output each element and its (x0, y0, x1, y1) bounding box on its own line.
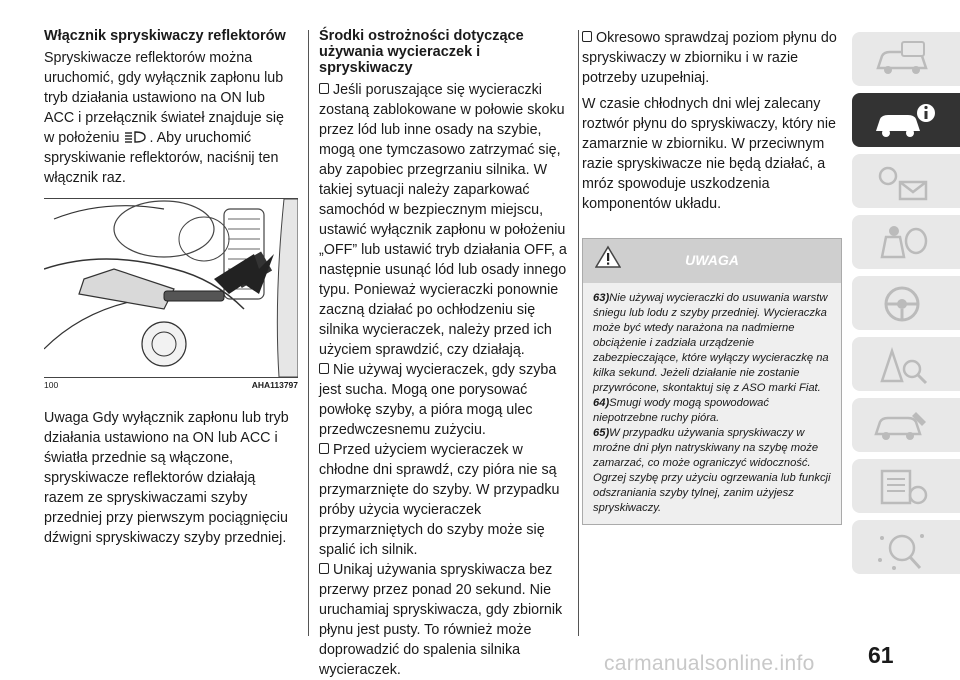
paragraph (44, 48, 298, 188)
maintenance-car-icon (872, 406, 932, 446)
bullet-text: Jeśli poruszające się wycieraczki zostaną zablokowane w połowie skoku przez lód lub inne osady na szybie, mogą one tymczasowo zatrzymać się, aby zapobiec przegrzaniu silnika. W takiej sytuacji należy zaparkować samochód w bezpiecznym miejscu, ustawić wyłącznik zapłonu w położeniu „OFF” lub ustawić tryb działania OFF, a następnie usunąć lód lub osady innego typu. Ponieważ wycieraczki ponownie zaczną działać po ochłodzeniu się silnika wycieraczek, należy przed ich użyciem sprawdzić, czy działają. (319, 82, 567, 358)
bullet-icon (319, 363, 329, 374)
tab-car-info[interactable] (852, 93, 960, 147)
steering-wheel-icon (872, 284, 932, 324)
note-paragraph: Uwaga Gdy wyłącznik zapłonu lub tryb działania ustawiono na ON lub ACC i światła przednie są włączone, spryskiwacze reflektorów działają razem ze spryskiwaczami szyby przedniej przy pierwszym pociągnięciu dźwigni spryskiwaczy szyby przedniej. (44, 410, 289, 546)
bullet-text: Unikaj używania spryskiwacza bez przerwy przez ponad 20 sekund. Nie uruchamiaj spryskiwacza, gdy zbiornik płynu jest pusty. To również może doprowadzić do spalenia silnika wycieraczek. (319, 562, 563, 678)
warning-number: 64) (593, 397, 610, 409)
bullet-item (582, 28, 840, 88)
column-divider (308, 30, 309, 636)
airbag-seat-icon (872, 223, 932, 263)
car-info-icon (872, 101, 936, 139)
dashboard-illustration (44, 199, 298, 377)
paragraph-text: Spryskiwacze reflektorów można uruchomić, gdy wyłącznik zapłonu lub tryb działania ustawiono na ON lub ACC i przełącznik świateł znajduje się w położeniu (44, 50, 284, 146)
tab-maintenance[interactable] (852, 398, 960, 452)
tab-emergency[interactable] (852, 337, 960, 391)
bullet-item (319, 560, 571, 680)
bullet-text: Przed użyciem wycieraczek w chłodne dni sprawdź, czy pióra nie są przymarznięte do szyby. W przypadku próby użycia wycieraczek przymarzniętych do szyby może się spalić ich silnik. (319, 442, 560, 558)
page-number: 61 (868, 642, 894, 668)
section-heading: Włącznik spryskiwaczy reflektorów (44, 28, 286, 44)
tab-warning-lights[interactable] (852, 154, 960, 208)
bullet-item (319, 360, 571, 440)
tab-safety[interactable] (852, 215, 960, 269)
warning-header (583, 239, 841, 283)
figure-caption (44, 380, 298, 390)
warning-text: Nie używaj wycieraczki do usuwania warstw śniegu lub lodu z szyby przedniej. Wycieraczka może być wtedy narażona na nadmierne obciążenie i zadziała urządzenie zabezpieczające, które wyłączy wycieraczkę na kilka sekund. Jeżeli działanie nie zostanie przywrócone, skontaktuj się z ASO marki Fiat. (593, 292, 829, 394)
warning-box (582, 238, 842, 525)
headlight-icon (124, 130, 146, 144)
tab-dashboard[interactable] (852, 32, 960, 86)
tab-technical-data[interactable] (852, 459, 960, 513)
bullet-item (319, 80, 571, 360)
column-3 (582, 28, 840, 525)
figure-headlight-washer-switch (44, 198, 298, 378)
paragraph: W czasie chłodnych dni wlej zalecany roztwór płynu do spryskiwaczy, który nie zamarznie w zbiorniku. W przeciwnym razie spryskiwacze nie będą działać, a mróz spowoduje uszkodzenia komponentów układu. (582, 96, 836, 212)
warning-lights-icon (872, 162, 932, 202)
warning-text: Smugi wody mogą spowodować niepotrzebne ruchy pióra. (593, 397, 769, 424)
warning-item (593, 396, 833, 426)
warning-item (593, 426, 833, 516)
chapter-tabs (852, 32, 960, 581)
warning-body (583, 283, 841, 524)
alphabetical-index-icon (872, 528, 932, 572)
bullet-icon (319, 563, 329, 574)
column-2 (319, 28, 571, 680)
watermark: carmanualsonline.info (604, 652, 815, 675)
warning-number: 65) (593, 427, 610, 439)
paragraph-text: . Aby uruchomić spryskiwanie reflektorów, naciśnij ten włącznik raz. (44, 130, 279, 186)
tab-index[interactable] (852, 520, 960, 574)
bullet-text: Nie używaj wycieraczek, gdy szyba jest sucha. Mogą one porysować powłokę szyby, a pióra mogą ulec przedwczesnemu zużyciu. (319, 362, 557, 438)
bullet-icon (319, 83, 329, 94)
warning-title: UWAGA (685, 252, 739, 268)
section-heading: Środki ostrożności dotyczące używania wycieraczek i spryskiwaczy (319, 28, 524, 76)
figure-code: AHA113797 (251, 380, 298, 390)
bullet-icon (319, 443, 329, 454)
bullet-item (319, 440, 571, 560)
column-divider (578, 30, 579, 636)
figure-number: 100 (44, 380, 59, 390)
emergency-icon (872, 345, 932, 385)
tab-driving[interactable] (852, 276, 960, 330)
bullet-icon (582, 31, 592, 42)
warning-number: 63) (593, 292, 610, 304)
technical-data-icon (872, 467, 932, 507)
bullet-text: Okresowo sprawdzaj poziom płynu do spryskiwaczy w zbiorniku i w razie potrzeby uzupełniaj. (582, 30, 837, 86)
car-dashboard-icon (872, 40, 932, 78)
column-1 (44, 28, 298, 548)
warning-text: W przypadku używania spryskiwaczy w mroźne dni płyn natryskiwany na szybę może zamarzać, co może ograniczyć widoczność. Ogrzej szybę przy użyciu ogrzewania lub funkcji odszraniania szyby tylnej, zanim użyjesz spryskiwaczy. (593, 427, 831, 514)
warning-item (593, 291, 833, 396)
